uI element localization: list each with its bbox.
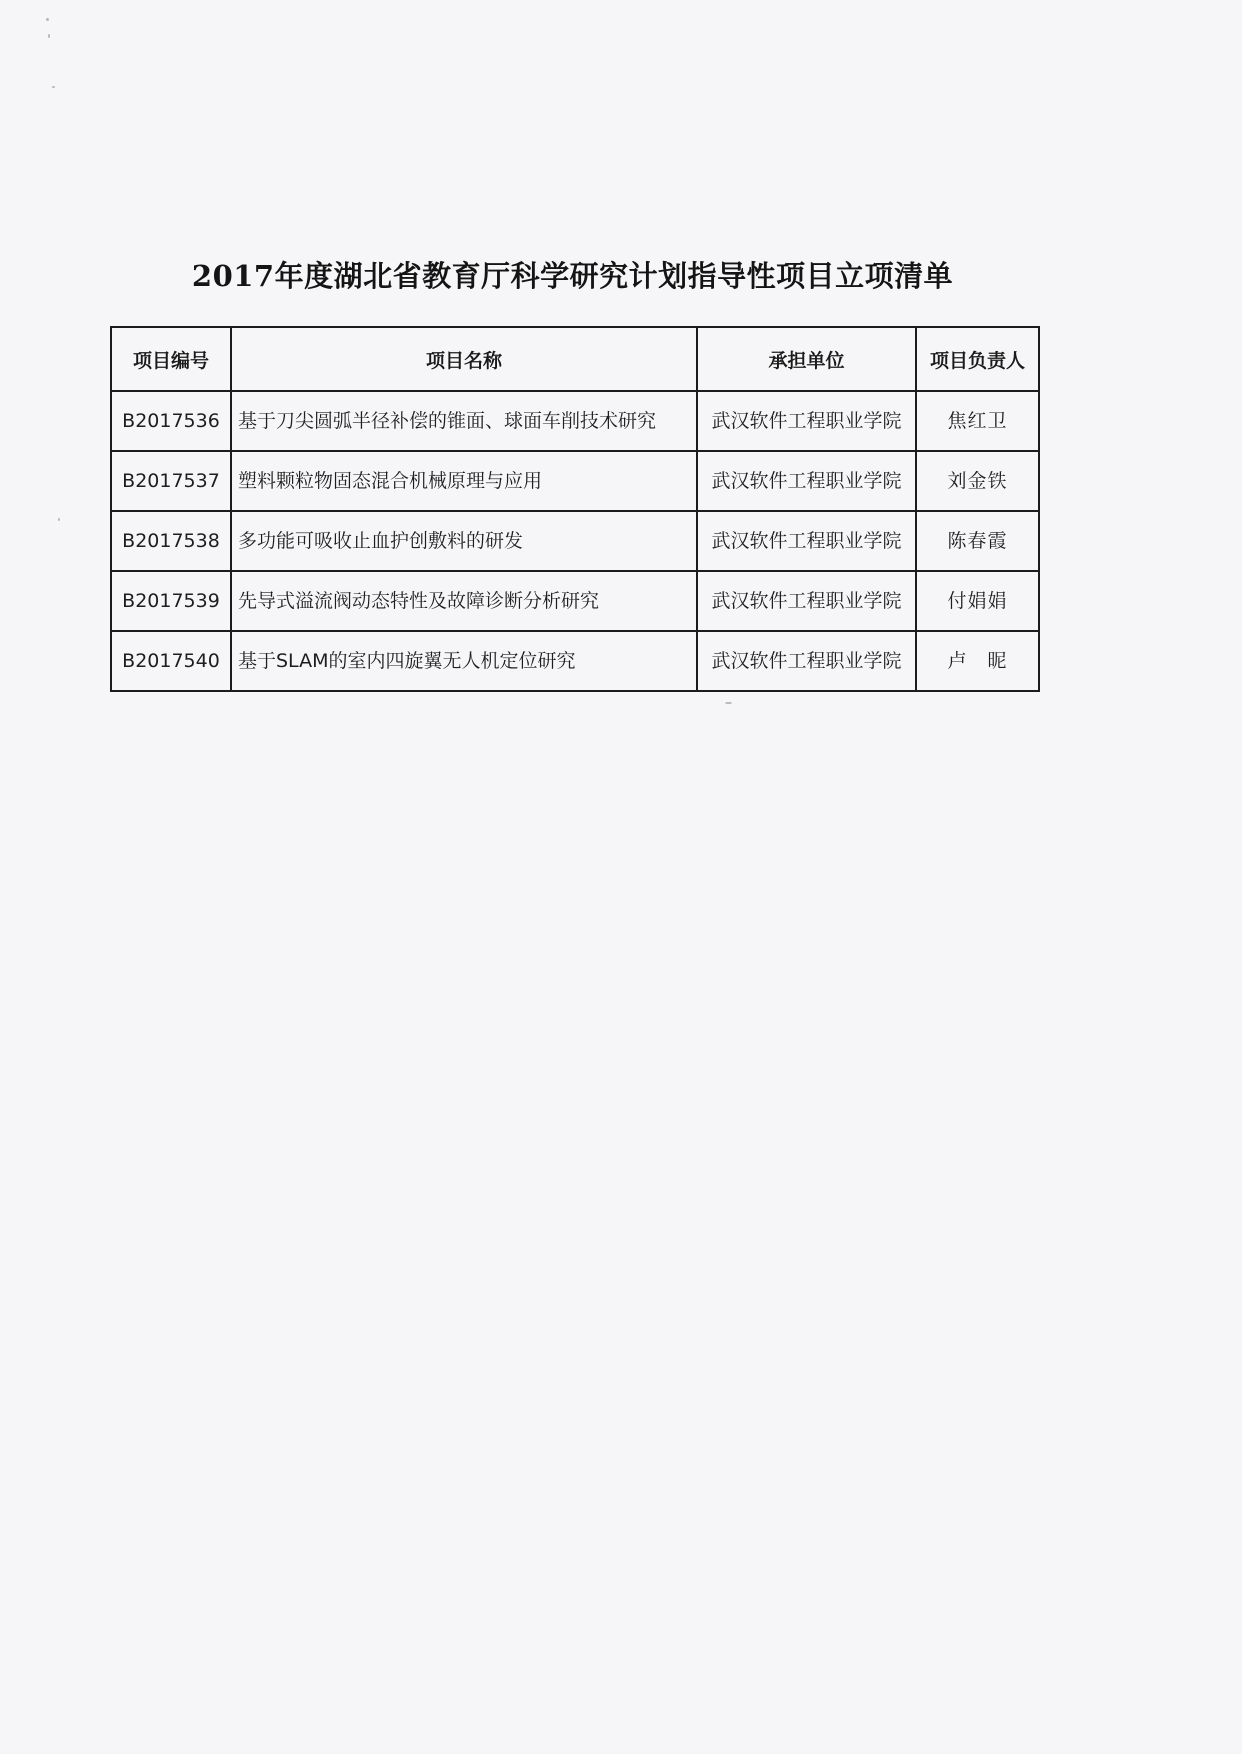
table-row bbox=[111, 571, 1039, 631]
document-title: 2017年度湖北省教育厅科学研究计划指导性项目立项清单 bbox=[191, 259, 954, 293]
table-row bbox=[111, 391, 1039, 451]
project-code-cell: B2017540 bbox=[111, 631, 231, 691]
project-code-cell: B2017538 bbox=[111, 511, 231, 571]
scan-speck bbox=[48, 34, 50, 38]
column-header-leader: 项目负责人 bbox=[916, 327, 1039, 391]
project-unit-cell: 武汉软件工程职业学院 bbox=[697, 451, 916, 511]
project-leader-cell: 付娟娟 bbox=[916, 571, 1039, 631]
project-leader-cell: 陈春霞 bbox=[916, 511, 1039, 571]
project-leader-cell: 刘金铁 bbox=[916, 451, 1039, 511]
scan-speck bbox=[52, 86, 55, 88]
column-header-name: 项目名称 bbox=[231, 327, 697, 391]
column-header-unit: 承担单位 bbox=[697, 327, 916, 391]
table-row bbox=[111, 511, 1039, 571]
project-unit-cell: 武汉软件工程职业学院 bbox=[697, 391, 916, 451]
scan-speck bbox=[58, 518, 60, 521]
project-unit-cell: 武汉软件工程职业学院 bbox=[697, 571, 916, 631]
column-header-code: 项目编号 bbox=[111, 327, 231, 391]
project-name-cell: 塑料颗粒物固态混合机械原理与应用 bbox=[231, 451, 697, 511]
scan-speck bbox=[46, 18, 49, 21]
project-code-cell: B2017536 bbox=[111, 391, 231, 451]
table-row bbox=[111, 451, 1039, 511]
project-unit-cell: 武汉软件工程职业学院 bbox=[697, 511, 916, 571]
project-list-table bbox=[110, 326, 1040, 692]
table-row bbox=[111, 631, 1039, 691]
project-leader-cell: 卢 昵 bbox=[916, 631, 1039, 691]
project-code-cell: B2017539 bbox=[111, 571, 231, 631]
project-name-cell: 基于SLAM的室内四旋翼无人机定位研究 bbox=[231, 631, 697, 691]
table-header-row bbox=[111, 327, 1039, 391]
scan-speck bbox=[725, 702, 732, 704]
project-name-cell: 先导式溢流阀动态特性及故障诊断分析研究 bbox=[231, 571, 697, 631]
project-leader-cell: 焦红卫 bbox=[916, 391, 1039, 451]
project-name-cell: 多功能可吸收止血护创敷料的研发 bbox=[231, 511, 697, 571]
project-code-cell: B2017537 bbox=[111, 451, 231, 511]
project-unit-cell: 武汉软件工程职业学院 bbox=[697, 631, 916, 691]
project-name-cell: 基于刀尖圆弧半径补偿的锥面、球面车削技术研究 bbox=[231, 391, 697, 451]
